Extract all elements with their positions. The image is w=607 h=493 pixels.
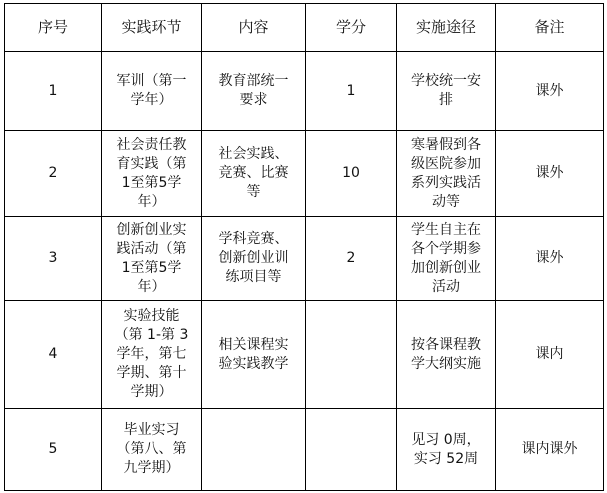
segment-cell-line: （第 1-第 3 <box>114 327 189 343</box>
credits-cell: 2 <box>306 217 397 301</box>
segment-cell-line: 军训（第一 <box>116 73 187 89</box>
content-cell-line: 练项目等 <box>225 269 282 285</box>
remark-cell: 课外 <box>496 52 604 131</box>
segment-cell-line: 年） <box>137 193 166 210</box>
route-cell <box>397 409 496 491</box>
content-cell-line: 验实践教学 <box>218 355 289 372</box>
route-cell <box>397 301 496 409</box>
route-cell <box>397 52 496 131</box>
segment-cell-line: 九学期） <box>123 460 180 476</box>
route-cell-line: 实习 52周 <box>413 450 479 467</box>
route-cell-line: 寒暑假到各 <box>411 136 481 153</box>
content-cell-line: 竞赛、比赛 <box>218 165 289 181</box>
practice-plan-table <box>4 3 604 491</box>
segment-cell-line: （第八、第 <box>116 441 187 457</box>
segment-cell-line: 创新创业实 <box>116 221 187 238</box>
header-segment: 实践环节 <box>102 4 202 52</box>
segment-cell-line: 学年） <box>130 92 173 108</box>
route-cell-line: 学生自主在 <box>411 221 481 238</box>
segment-cell-line: 1至第5学 <box>121 259 182 276</box>
route-cell-line: 系列实践活 <box>411 174 481 191</box>
credits-cell <box>306 301 397 409</box>
segment-cell <box>102 217 202 301</box>
content-cell <box>202 52 306 131</box>
header-credits: 学分 <box>306 4 397 52</box>
remark-cell: 课内 <box>496 301 604 409</box>
route-cell-line: 排 <box>439 92 453 108</box>
remark-cell: 课外 <box>496 217 604 301</box>
route-cell-line: 级医院参加 <box>411 155 481 172</box>
content-cell <box>202 217 306 301</box>
segment-cell-line: 践活动（第 <box>116 240 187 257</box>
remark-cell: 课外 <box>496 131 604 217</box>
credits-cell: 10 <box>306 131 397 217</box>
segment-cell-line: 学期） <box>130 384 173 400</box>
content-cell-line: 学科竞赛、 <box>218 231 289 247</box>
route-cell-line: 见习 0周， <box>411 431 481 448</box>
table-body <box>5 52 604 491</box>
segment-cell <box>102 301 202 409</box>
serial-cell: 2 <box>5 131 102 217</box>
content-cell <box>202 409 306 491</box>
table-row <box>5 131 604 217</box>
segment-cell <box>102 131 202 217</box>
segment-cell-line: 社会责任教 <box>116 136 187 153</box>
segment-cell <box>102 409 202 491</box>
table-row <box>5 301 604 409</box>
segment-cell-line: 毕业实习 <box>123 422 180 438</box>
route-cell-line: 按各课程教 <box>411 336 481 353</box>
table-row <box>5 409 604 491</box>
route-cell-line: 动等 <box>432 193 460 210</box>
content-cell-line: 教育部统一 <box>218 73 289 89</box>
serial-cell: 4 <box>5 301 102 409</box>
route-cell-line: 各个学期参 <box>411 240 481 257</box>
table-row <box>5 52 604 131</box>
table-header-row <box>5 4 604 52</box>
route-cell-line: 活动 <box>432 278 460 295</box>
segment-cell-line: 学期、第十 <box>116 365 187 381</box>
table-row <box>5 217 604 301</box>
segment-cell-line: 年） <box>137 278 166 295</box>
route-cell-line: 学校统一安 <box>411 73 481 89</box>
content-cell-line: 创新创业训 <box>218 250 289 266</box>
header-route: 实施途径 <box>397 4 496 52</box>
route-cell <box>397 217 496 301</box>
segment-cell-line: 实验技能 <box>123 308 180 324</box>
content-cell-line: 相关课程实 <box>218 336 289 353</box>
segment-cell-line: 学年，第七 <box>116 346 187 362</box>
header-serial: 序号 <box>5 4 102 52</box>
serial-cell: 5 <box>5 409 102 491</box>
content-cell-line: 等 <box>246 184 261 200</box>
content-cell-line: 社会实践、 <box>218 146 289 162</box>
credits-cell: 1 <box>306 52 397 131</box>
header-remark: 备注 <box>496 4 604 52</box>
content-cell <box>202 301 306 409</box>
content-cell <box>202 131 306 217</box>
content-cell-line: 要求 <box>239 92 268 108</box>
header-content: 内容 <box>202 4 306 52</box>
serial-cell: 3 <box>5 217 102 301</box>
route-cell <box>397 131 496 217</box>
segment-cell-line: 育实践（第 <box>116 155 187 172</box>
segment-cell <box>102 52 202 131</box>
route-cell-line: 加创新创业 <box>411 259 481 276</box>
credits-cell <box>306 409 397 491</box>
serial-cell: 1 <box>5 52 102 131</box>
remark-cell: 课内课外 <box>496 409 604 491</box>
route-cell-line: 学大纲实施 <box>411 355 481 372</box>
segment-cell-line: 1至第5学 <box>121 174 182 191</box>
